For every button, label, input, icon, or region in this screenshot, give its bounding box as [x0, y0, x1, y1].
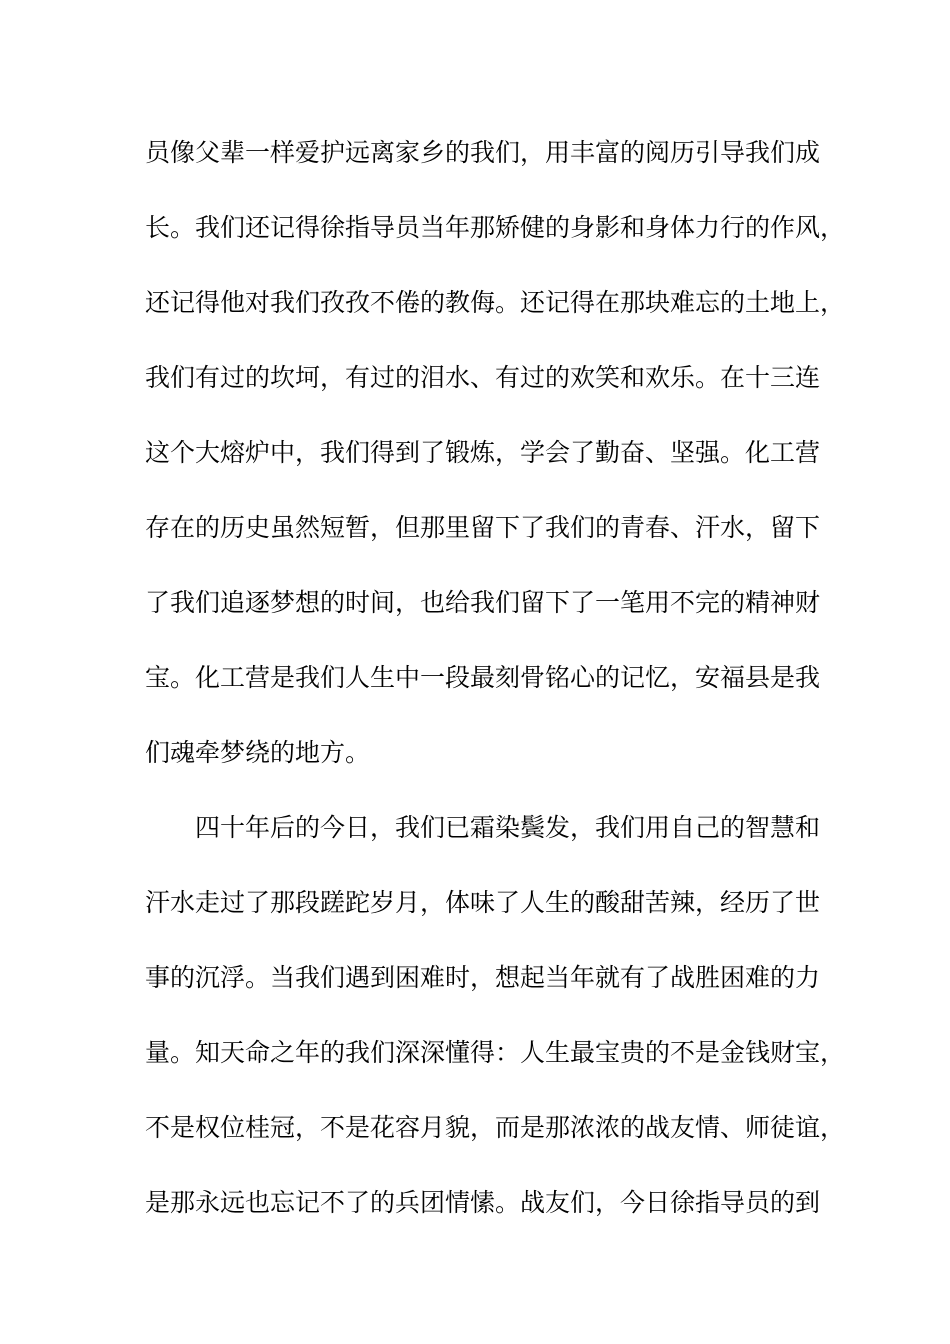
text-line: 是那永远也忘记不了的兵团情愫。战友们，今日徐指导员的到: [145, 1188, 821, 1217]
text-line: 还记得他对我们孜孜不倦的教侮。还记得在那块难忘的土地上，: [145, 288, 846, 317]
text-line: 存在的历史虽然短暂，但那里留下了我们的青春、汗水，留下: [145, 513, 821, 542]
text-line: 了我们追逐梦想的时间，也给我们留下了一笔用不完的精神财: [145, 588, 821, 617]
text-line: 不是权位桂冠，不是花容月貌，而是那浓浓的战友情、师徒谊，: [145, 1113, 846, 1142]
text-line: 员像父辈一样爱护远离家乡的我们，用丰富的阅历引导我们成: [145, 138, 821, 167]
text-line: 这个大熔炉中，我们得到了锻炼，学会了勤奋、坚强。化工营: [145, 438, 821, 467]
text-line: 汗水走过了那段蹉跎岁月，体味了人生的酸甜苦辣，经历了世: [145, 888, 821, 917]
text-line: 长。我们还记得徐指导员当年那矫健的身影和身体力行的作风，: [145, 213, 846, 242]
text-line: 我们有过的坎坷，有过的泪水、有过的欢笑和欢乐。在十三连: [145, 363, 821, 392]
text-line: 们魂牵梦绕的地方。: [145, 738, 371, 767]
paragraph-start-line: 四十年后的今日，我们已霜染鬓发，我们用自己的智慧和: [195, 813, 821, 842]
body-text: [145, 128, 846, 1253]
text-line: 事的沉浮。当我们遇到困难时，想起当年就有了战胜困难的力: [145, 963, 821, 992]
text-line: 量。知天命之年的我们深深懂得：人生最宝贵的不是金钱财宝，: [145, 1038, 846, 1067]
text-line: 宝。化工营是我们人生中一段最刻骨铭心的记忆，安福县是我: [145, 663, 821, 692]
